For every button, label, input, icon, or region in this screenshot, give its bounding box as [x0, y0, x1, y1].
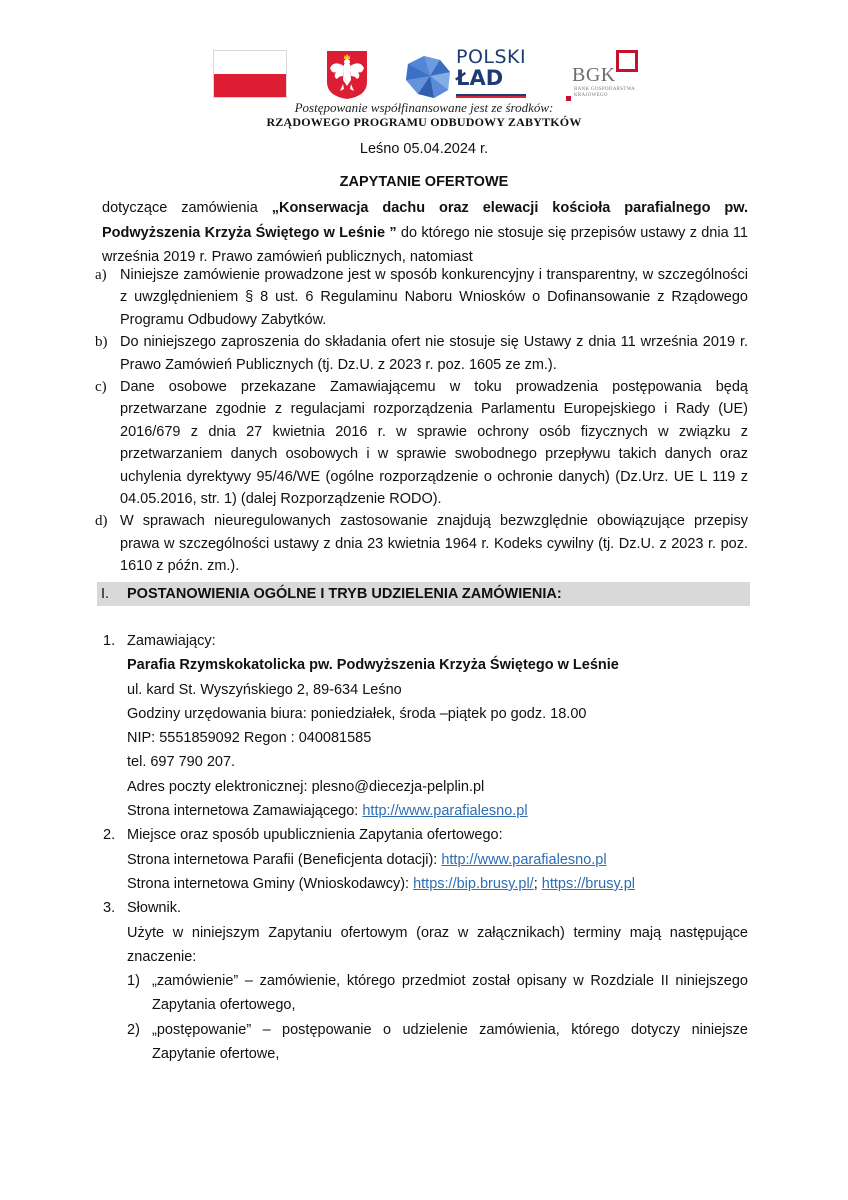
list-item-glossary: 3. Słownik. Użyte w niniejszym Zapytaniu ofertowym (oraz w załącznikach) terminy mają następujące znaczenie: 1) „zamówienie” – zamówienie, którego przedmiot został opisany w Rozdziale II niniejszego Zapytania ofertowego, 2) „postępowanie” – postępowanie o udzielenie zamówienia, którego dotyczy niniejsze Zapytanie ofertowe, [103, 896, 748, 1066]
office-hours: Godziny urzędowania biura: poniedziałek, środa –piątek po godz. 18.00 [127, 705, 587, 722]
order-title: „Konserwacja dachu oraz elewacji kościoła parafialnego pw. Podwyższenia Krzyża Świętego w Leśnie ” [102, 200, 748, 241]
phone: tel. 697 790 207. [127, 754, 236, 771]
header-logos [212, 48, 642, 104]
polish-eagle-emblem-icon [326, 50, 368, 100]
list-item: c) Dane osobowe przekazane Zamawiającemu w toku prowadzenia postępowania będą przetwarzane zgodnie z regulacjami rozporządzenia Parlamentu Europejskiego i Rady (UE) 2016/679 z dnia 27 kwietnia 2016 r. w sprawie ochrony osób fizycznych w związku z przetwarzaniem danych osobowych i w sprawie swobodnego przepływu takich danych oraz uchylenia dyrektywy 95/46/WE (ogólne rozporządzenie o ochronie danych) (Dz.Urz. UE L 119 z 04.05.2016, str. 1) (dalej Rozporządzenie RODO). [95, 379, 748, 508]
brusy-link[interactable]: https://brusy.pl [541, 875, 635, 892]
document-title: ZAPYTANIE OFERTOWE [339, 174, 509, 190]
polski-lad-wordmark: POLSKI ŁAD [456, 46, 527, 90]
polski-lad-logo [404, 48, 544, 104]
document-date: Leśno 05.04.2024 r. [359, 141, 489, 157]
funding-note: Postępowanie współfinansowane jest ze środków: [294, 100, 554, 115]
intro-paragraph: dotyczące zamówienia „Konserwacja dachu oraz elewacji kościoła parafialnego pw. Podwyższenia Krzyża Świętego w Leśnie ” do którego nie stosuje się przepisów ustawy z dnia 11 września 2019 r. Prawo zamówień publicznych, natomiast [102, 200, 748, 265]
address: ul. kard St. Wyszyńskiego 2, 89-634 Leśno [127, 681, 402, 698]
list-item-publication: 2. Miejsce oraz sposób upublicznienia Zapytania ofertowego: Strona internetowa Parafii (Beneficjenta dotacji): http://www.parafialesno.pl Strona internetowa Gminy (Wnioskodawcy): https://bip.brusy.pl/; https://brusy.pl [103, 827, 635, 892]
definition-item: 1) „zamówienie” – zamówienie, którego przedmiot został opisany w Rozdziale II niniejszego Zapytania ofertowego, [127, 973, 748, 1014]
funding-program: RZĄDOWEGO PROGRAMU ODBUDOWY ZABYTKÓW [266, 115, 582, 129]
polski-lad-stripes [456, 94, 526, 98]
beneficiary-website-link[interactable]: http://www.parafialesno.pl [441, 851, 607, 868]
bgk-fullname: BANK GOSPODARSTWA KRAJOWEGO [574, 87, 636, 98]
contracting-party-name: Parafia Rzymskokatolicka pw. Podwyższenia Krzyża Świętego w Leśnie [127, 657, 619, 674]
definition-item: 2) „postępowanie” – postępowanie o udzielenie zamówienia, którego dotyczy niniejsze Zapytanie ofertowe, [127, 1021, 748, 1063]
list-item: d) W sprawach nieuregulowanych zastosowanie znajdują bezwzględnie obowiązujące przepisy prawa w szczególności ustawy z dnia 23 kwietnia 1964 r. Kodeks cywilny (tj. Dz.U. z 2023 r. poz. 1610 z późn. zm.). [95, 513, 748, 575]
bgk-logo: BGK BANK GOSPODARSTWA KRAJOWEGO [572, 50, 642, 104]
bgk-square-icon [616, 50, 638, 72]
parish-website-link[interactable]: http://www.parafialesno.pl [362, 803, 528, 820]
bip-brusy-link[interactable]: https://bip.brusy.pl/ [413, 875, 534, 892]
polish-flag-icon [213, 50, 287, 98]
list-item-contracting-party: 1. Zamawiający: Parafia Rzymskokatolicka pw. Podwyższenia Krzyża Świętego w Leśnie ul. kard St. Wyszyńskiego 2, 89-634 Leśno Godziny urzędowania biura: poniedziałek, środa –piątek po godz. 18.00 NIP: 5551859092 Regon : 040081585 tel. 697 790 207. Adres poczty elektronicznej: plesno@diecezja-pelplin.pl Strona internetowa Zamawiającego: http://www.parafialesno.pl [103, 629, 748, 823]
tax-ids: NIP: 5551859092 Regon : 040081585 [127, 730, 372, 747]
polski-lad-map-icon [404, 54, 454, 100]
alpha-list [95, 264, 748, 578]
list-item: a) Niniejsze zamówienie prowadzone jest w sposób konkurencyjny i transparentny, w szczególności z uwzględnieniem § 8 ust. 6 Regulaminu Naboru Wniosków o Dofinansowanie z Rządowego Programu Odbudowy Zabytków. [95, 267, 748, 328]
list-item: b) Do niniejszego zaproszenia do składania ofert nie stosuje się Ustawy z dnia 11 września 2019 r. Prawo Zamówień Publicznych (tj. Dz.U. z 2023 r. poz. 1605 ze zm.). [95, 334, 748, 373]
section-1-list [103, 629, 748, 1066]
section-heading: I. POSTANOWIENIA OGÓLNE I TRYB UDZIELENIA ZAMÓWIENIA: [97, 582, 750, 606]
email-address: plesno@diecezja-pelplin.pl [311, 778, 485, 795]
